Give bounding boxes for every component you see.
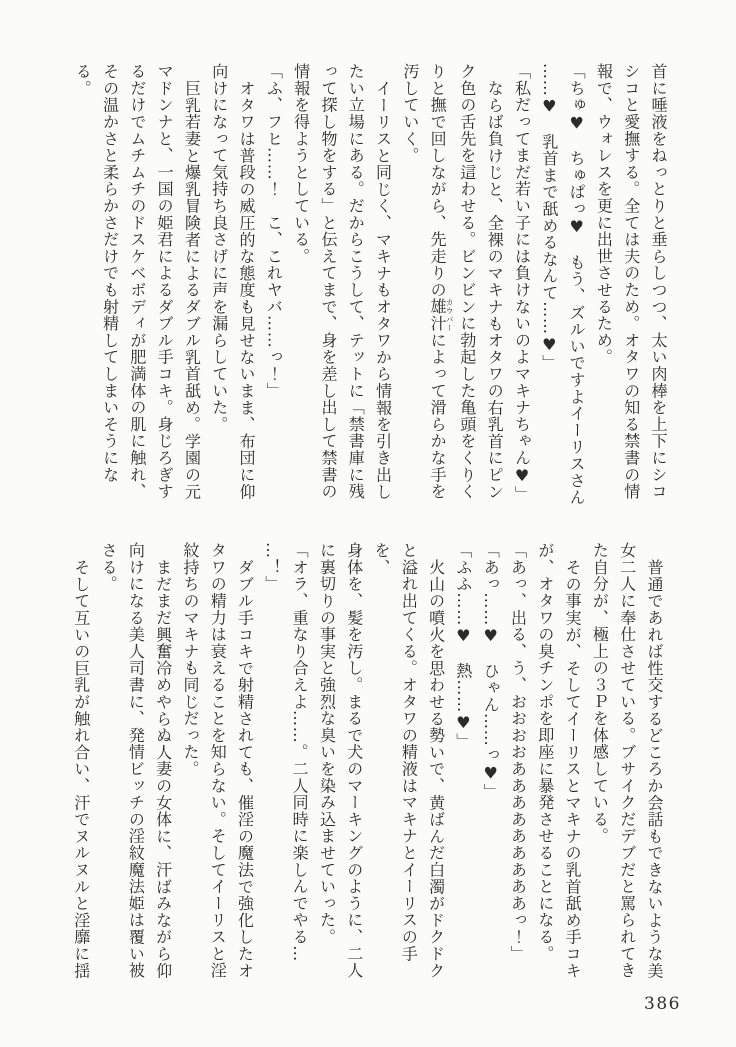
- text-column: 「あっ、出る、う、おおおおあああああああああっ！」: [508, 542, 528, 962]
- page-number: 386: [644, 994, 681, 1014]
- text-column: 向けになって気持ち良さげに声を漏らしていた。: [209, 63, 229, 433]
- text-column: 「ちゅ♥ ちゅぱっ♥ もう、ズルいですよイーリスさん: [567, 63, 587, 506]
- text-column: と溢れ出てくる。オタワの精液はマキナとイーリスの手を、: [372, 542, 419, 962]
- text-column: さる。: [99, 542, 119, 593]
- text-column: が、オタワの臭チンポを即座に暴発させることになる。: [535, 542, 555, 962]
- text-column: 「私だってまだ若い子には負けないのよマキナちゃん♥」: [512, 63, 532, 503]
- text-column: まだまだ興奮冷めやらぬ人妻の女体に、汗ばみながら仰: [153, 559, 173, 979]
- furigana-annotated-word: 雄汁カウパー: [428, 298, 455, 332]
- text-column: 普通であれば性交するどころか会話もできないような美: [645, 559, 664, 979]
- text-column: たい立場にある。だからこうして、テットに「禁書庫に残: [346, 63, 366, 500]
- text-column: 「あっ……♥ ひゃん……っ♥」: [481, 542, 501, 800]
- text-column: オタワは普段の威圧的な態度も見せないまま、布団に仰: [237, 80, 257, 500]
- top-text-block: [69, 63, 672, 509]
- text-column: って探し物をする」と伝えてまで、身を差し出して禁書の: [318, 63, 338, 500]
- text-column: 巨乳若妻と爆乳冒険者によるダブル乳首舐め。学園の元: [182, 80, 202, 500]
- bottom-text-block: [67, 542, 668, 988]
- text-column: 「ふふ……♥ 熱……♥」: [453, 542, 473, 750]
- text-column: そして互いの巨乳が触れ合い、汗でヌルヌルと淫靡に揺: [71, 559, 91, 979]
- text-column: マドンナと、一国の姫君によるダブル手コキ。身じろぎす: [155, 63, 175, 500]
- text-column: 「ふ、フヒ……！ こ、これヤバ……っ！」: [264, 63, 284, 399]
- text-column: 身体を、髪を汚し。まるで犬のマーキングのように、二人: [344, 542, 364, 979]
- text-column: ク色の舌先を這わせる。ビンビンに勃起した亀頭をくりく: [457, 63, 477, 500]
- text-column: その温かさと柔らかさだけでも射精してしまいそうになる。: [73, 63, 120, 483]
- text-column: 情報を得ようとしている。: [291, 63, 311, 265]
- text-column: 報で、ウォレスを更に出世させるため。: [594, 63, 614, 366]
- text-column: に裏切りの事実と強烈な臭いを染み込ませていった。: [317, 542, 337, 946]
- text-column: シコと愛撫する。全ては夫のため。オタワの知る禁書の情: [621, 63, 641, 500]
- text-column: 向けになる美人司書に、発情ビッチの淫紋魔法姫は覆い被: [126, 542, 146, 979]
- text-column: …！」: [262, 542, 282, 593]
- text-column: 汚していく。: [400, 63, 420, 164]
- text-column: ダブル手コキで射精されても、催淫の魔法で強化したオ: [235, 559, 255, 979]
- text-column: タワの精力は衰えることを知らない。そしてイーリスと淫: [208, 542, 228, 979]
- text-column: 紋持ちのマキナも同じだった。: [180, 542, 200, 778]
- text-column: ならば負けじと、全裸のマキナもオタワの右乳首にピン: [485, 80, 505, 500]
- text-column: その事実が、そしてイーリスとマキナの乳首舐め手コキ: [563, 559, 583, 979]
- text-column: イーリスと同じく、マキナもオタワから情報を引き出し: [373, 80, 393, 500]
- text-column: 首に唾液をねっとりと垂らしつつ、太い肉棒を上下にシコ: [649, 63, 668, 500]
- text-column: 女二人に奉仕させている。ブサイクだデブだと罵られてき: [617, 542, 637, 979]
- text-column: 「オラ、重なり合えよ……。二人同時に楽しんでやる…: [290, 542, 310, 962]
- text-column: ……♥ 乳首まで舐めるなんて……♥」: [539, 63, 559, 372]
- text-column: た自分が、極上の３Ｐを体感している。: [590, 542, 610, 845]
- text-column: るだけでムチムチのドスケベボディが肥満体の肌に触れ、: [127, 63, 147, 500]
- text-column: りと撫で回しながら、先走りの雄汁カウパーによって滑らかな手を: [428, 63, 455, 500]
- text-column: 火山の噴火を思わせる勢いで、黄ばんだ白濁がドクドク: [426, 559, 446, 979]
